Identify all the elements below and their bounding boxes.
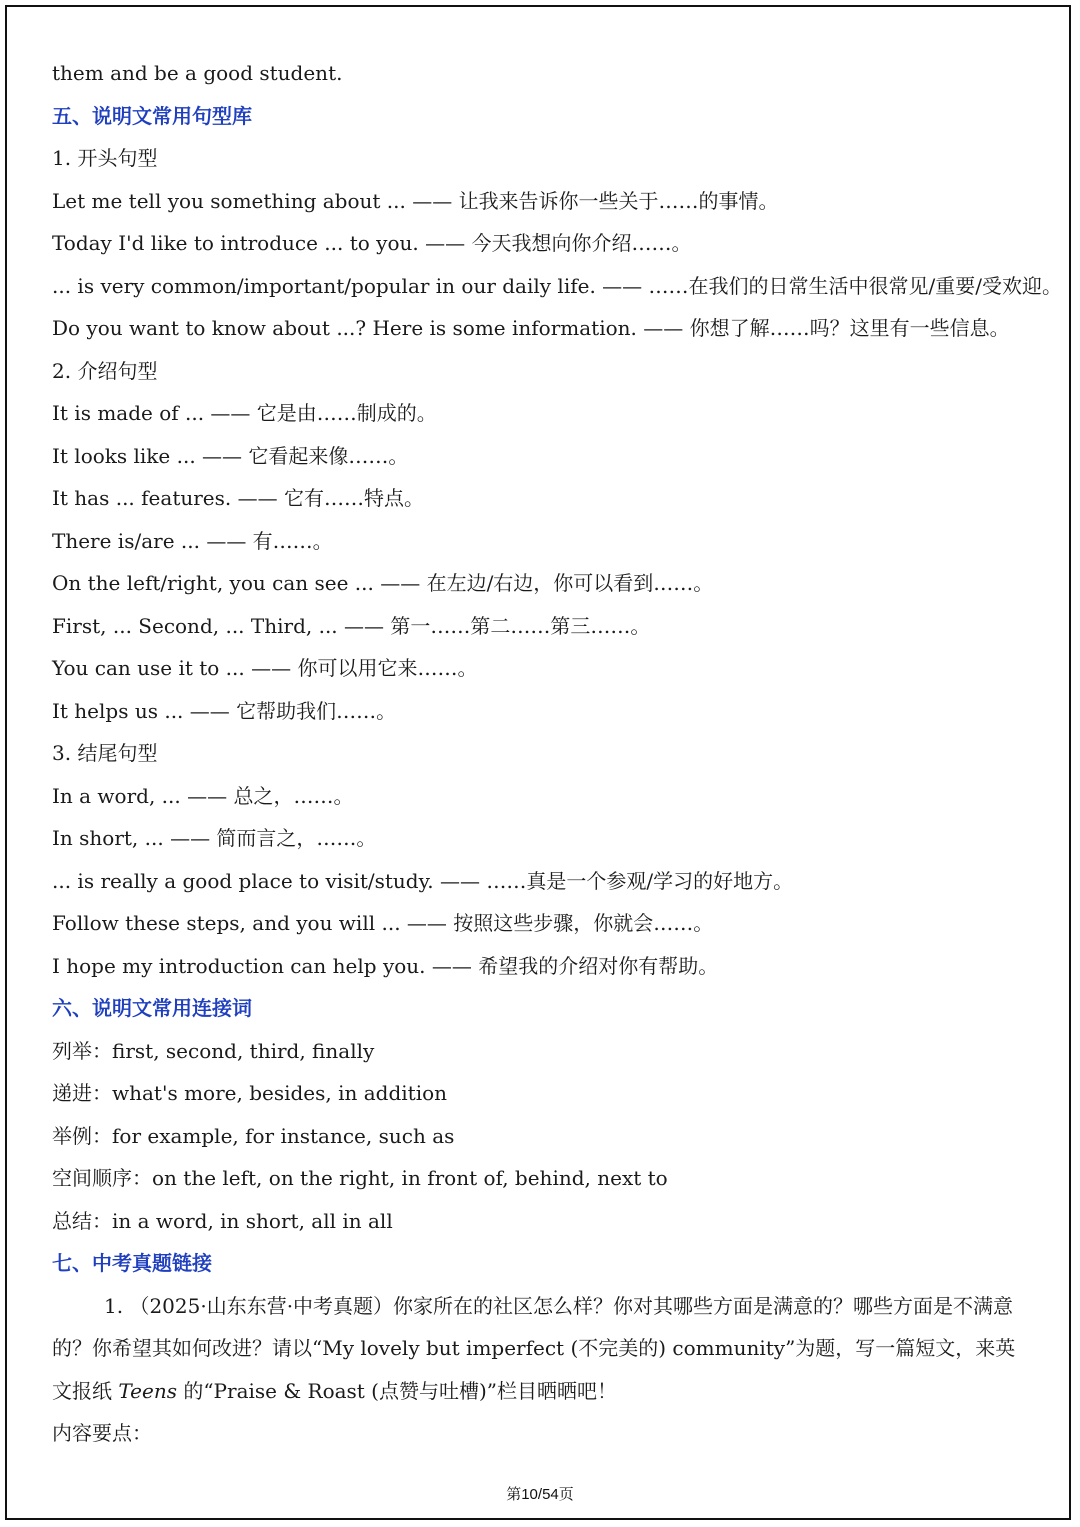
text-line: There is/are ... —— 有……。 bbox=[52, 528, 333, 553]
text-line: You can use it to ... —— 你可以用它来……。 bbox=[52, 656, 478, 680]
section-heading: 五、说明文常用句型库 bbox=[52, 103, 252, 128]
text-line: 举例：for example, for instance, such as bbox=[52, 1123, 455, 1148]
text-line: It looks like ... —— 它看起来像……。 bbox=[52, 443, 409, 468]
text-line: In short, ... —— 简而言之，……。 bbox=[52, 826, 377, 850]
text-line: 总结：in a word, in short, all in all bbox=[52, 1208, 393, 1233]
page-number: 第10/54页 bbox=[506, 1486, 574, 1503]
exam-question bbox=[52, 1285, 1032, 1413]
content-points-label: 内容要点： bbox=[52, 1421, 152, 1445]
text-line: Let me tell you something about ... —— 让我来告诉你一些关于……的事情。 bbox=[52, 188, 779, 213]
text-line: 2. 介绍句型 bbox=[52, 358, 158, 383]
section-heading: 七、中考真题链接 bbox=[52, 1251, 212, 1275]
text-line: I hope my introduction can help you. —— 希望我的介绍对你有帮助。 bbox=[52, 953, 719, 978]
text-line: First, ... Second, ... Third, ... —— 第一……第二……第三……。 bbox=[52, 613, 651, 638]
text-line: It is made of ... —— 它是由……制成的。 bbox=[52, 401, 437, 425]
section-heading: 六、说明文常用连接词 bbox=[52, 996, 252, 1020]
text-line: 空间顺序：on the left, on the right, in front of, behind, next to bbox=[52, 1166, 668, 1190]
newspaper-name: Teens bbox=[118, 1378, 177, 1403]
text-line: ... is very common/important/popular in our daily life. —— ……在我们的日常生活中很常见/重要/受欢迎。 bbox=[52, 273, 1063, 298]
text-line: 1. 开头句型 bbox=[52, 146, 158, 170]
text-line: them and be a good student. bbox=[52, 61, 343, 85]
text-line: It helps us ... —— 它帮助我们……。 bbox=[52, 698, 397, 723]
question-text-2: 的“Praise & Roast (点赞与吐槽)”栏目晒晒吧！ bbox=[176, 1378, 618, 1403]
text-line: Do you want to know about ...? Here is some information. —— 你想了解……吗？这里有一些信息。 bbox=[52, 316, 1010, 340]
text-line: It has ... features. —— 它有……特点。 bbox=[52, 486, 424, 510]
text-line: 递进：what's more, besides, in addition bbox=[52, 1081, 448, 1105]
text-line: Today I'd like to introduce ... to you. —— 今天我想向你介绍……。 bbox=[52, 231, 692, 255]
text-line: 列举：first, second, third, finally bbox=[52, 1038, 375, 1063]
text-line: On the left/right, you can see ... —— 在左边/右边，你可以看到……。 bbox=[52, 571, 714, 595]
document-body bbox=[52, 52, 1063, 1455]
text-line: Follow these steps, and you will ... —— 按照这些步骤，你就会……。 bbox=[52, 911, 714, 935]
text-line: In a word, ... —— 总之，……。 bbox=[52, 783, 354, 808]
question-text-1: 1. （2025·山东东营·中考真题）你家所在的社区怎么样？你对其哪些方面是满意的？哪些方面是不满意的？你希望其如何改进？请以“My lovely but imperfect (不完美的) community”为题，写一篇短文，来英文报纸 bbox=[52, 1293, 1016, 1403]
text-line: ... is really a good place to visit/study. —— ……真是一个参观/学习的好地方。 bbox=[52, 868, 794, 893]
line-list bbox=[52, 52, 1063, 1285]
text-line: 3. 结尾句型 bbox=[52, 741, 158, 765]
